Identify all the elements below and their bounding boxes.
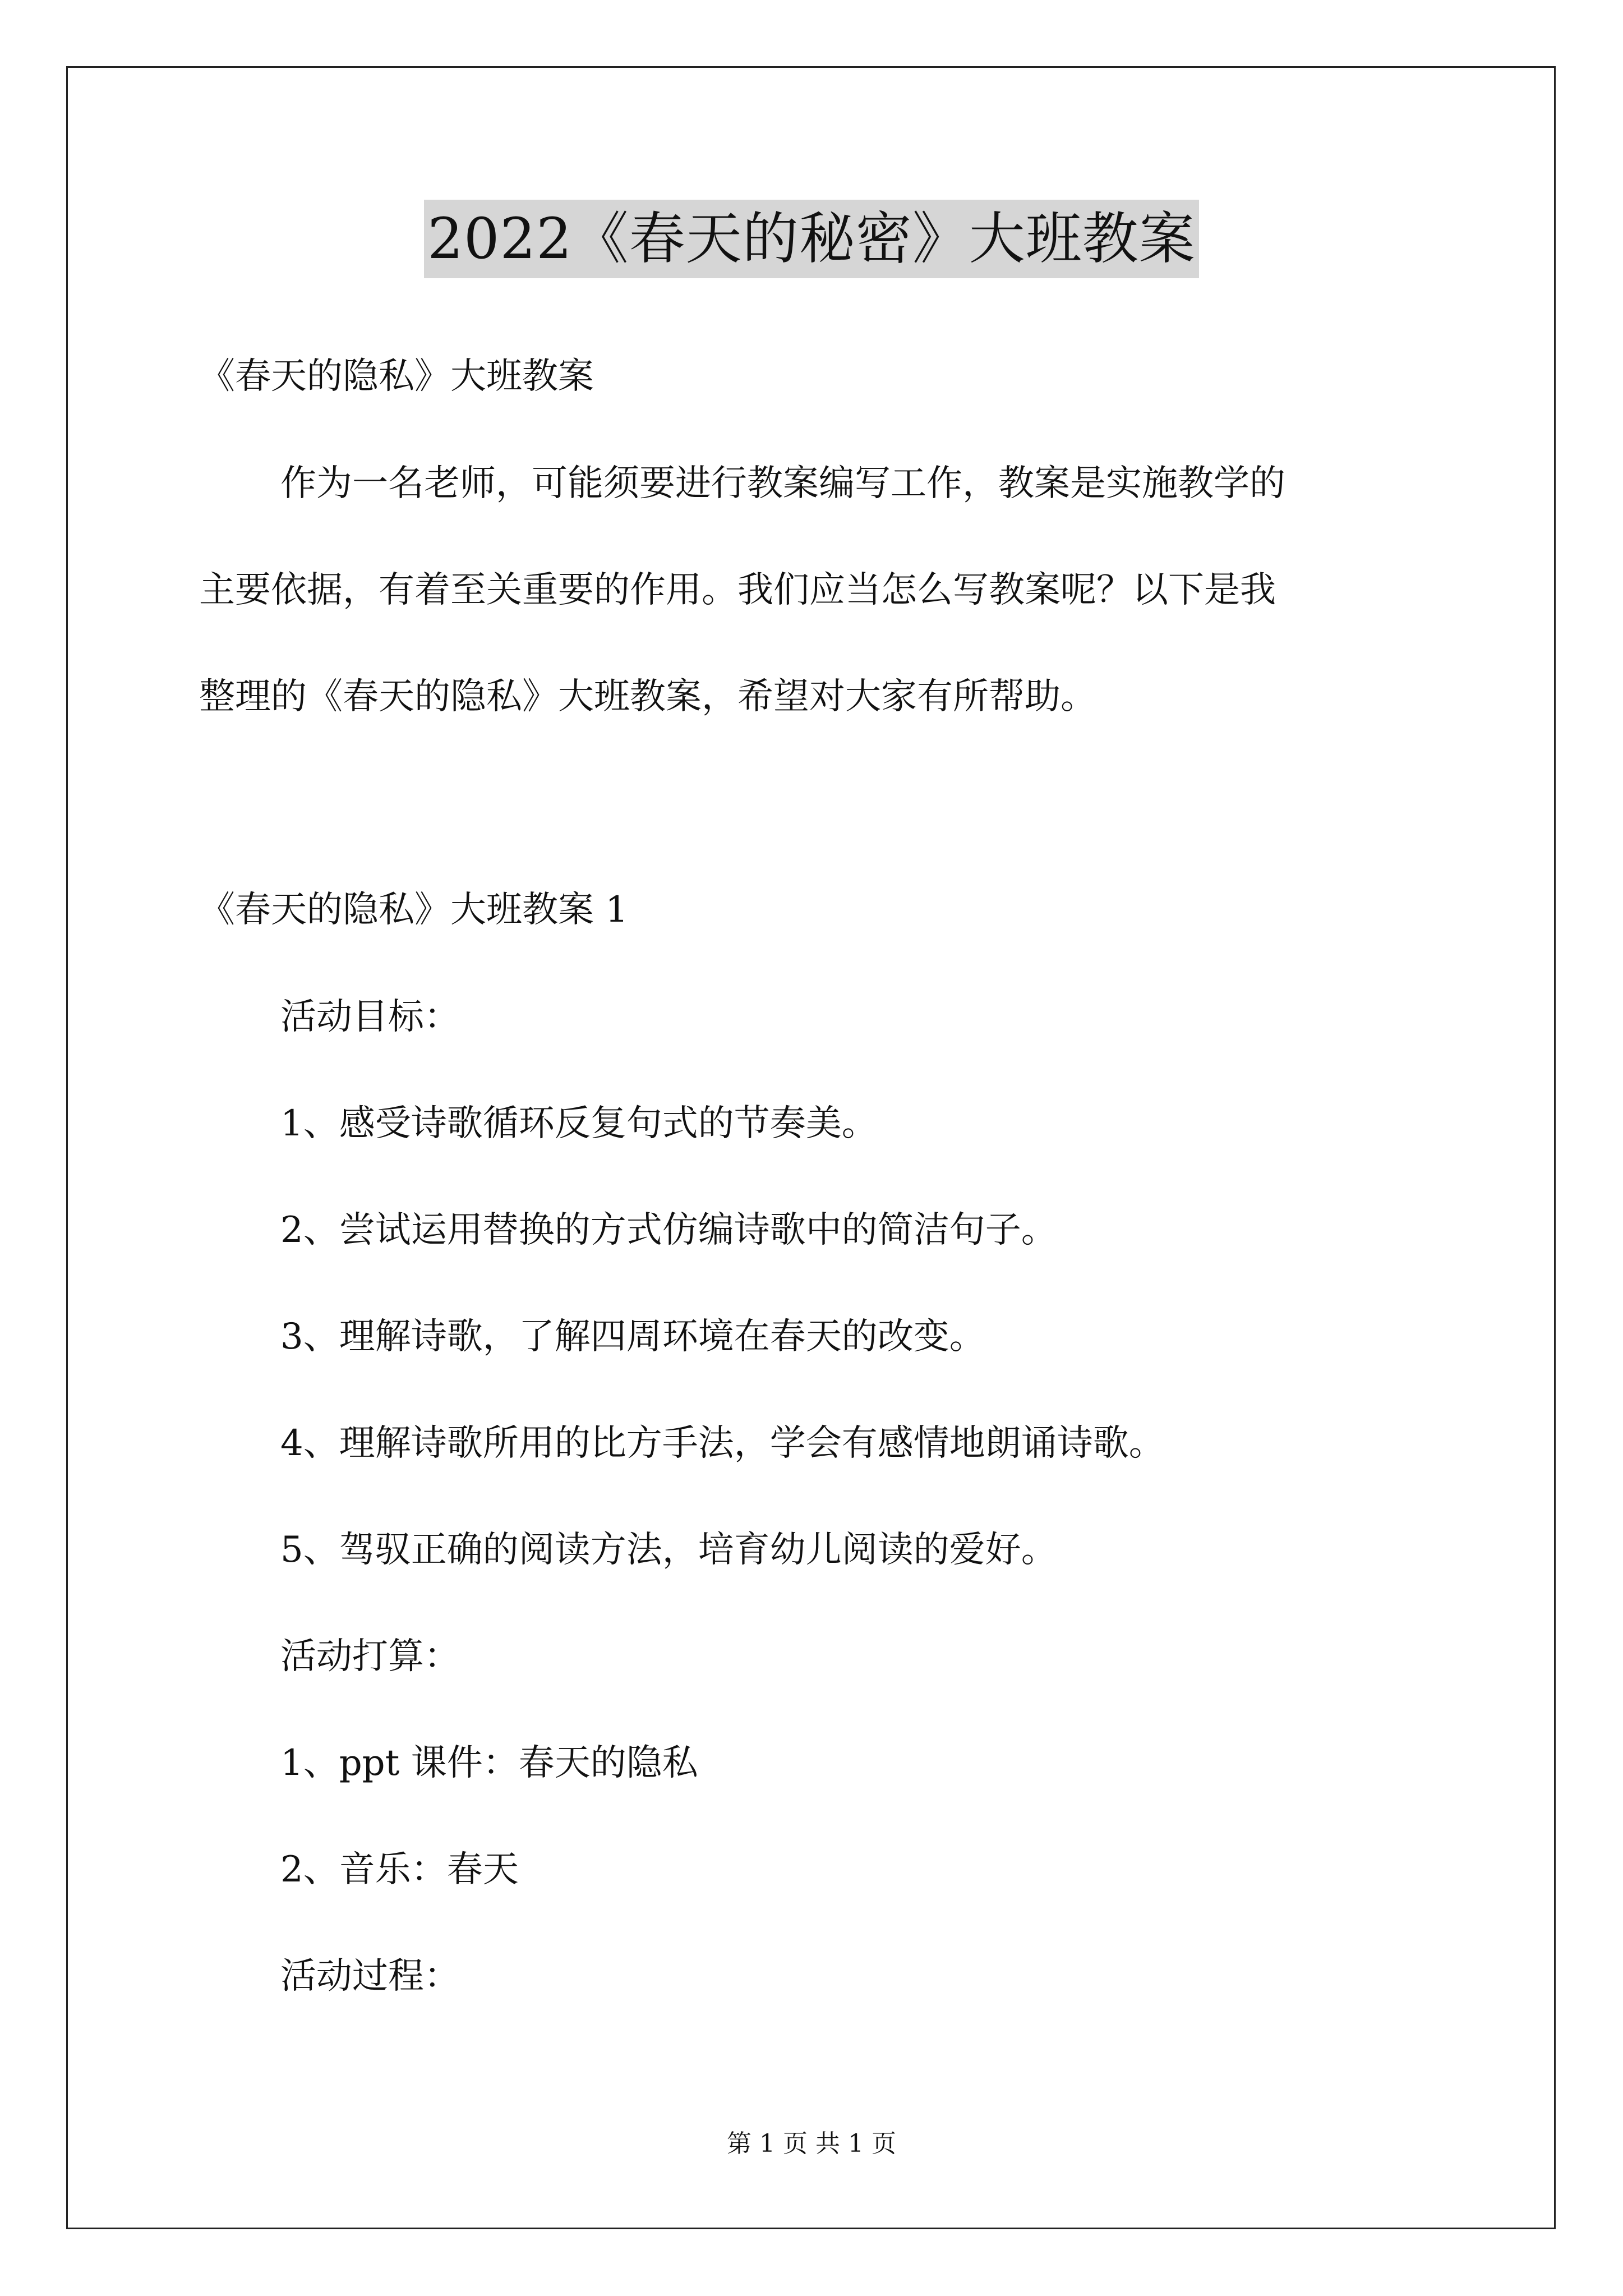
page-footer: 第 1 页 共 1 页 [727,2129,896,2158]
intro-line-1: 作为一名老师，可能须要进行教案编写工作，教案是实施教学的 [280,463,1285,504]
goals-heading: 活动目标： [280,996,460,1038]
process-heading: 活动过程： [280,1955,460,1997]
intro-line-2: 主要依据，有着至关重要的作用。我们应当怎么写教案呢？以下是我 [199,569,1276,611]
title-container [0,200,1623,278]
intro-line-3: 整理的《春天的隐私》大班教案，希望对大家有所帮助。 [199,676,1096,717]
goal-item-4: 4、理解诗歌所用的比方手法，学会有感情地朗诵诗歌。 [280,1423,1165,1464]
subtitle: 《春天的隐私》大班教案 [199,356,594,397]
prep-item-1: 1、ppt 课件：春天的隐私 [280,1742,698,1784]
goal-item-1: 1、感受诗歌循环反复句式的节奏美。 [280,1103,878,1144]
prep-item-2: 2、音乐：春天 [280,1849,519,1890]
section-title: 《春天的隐私》大班教案 1 [199,889,629,931]
prep-heading: 活动打算： [280,1636,460,1677]
goal-item-5: 5、驾驭正确的阅读方法，培育幼儿阅读的爱好。 [280,1529,1057,1571]
goal-item-2: 2、尝试运用替换的方式仿编诗歌中的简洁句子。 [280,1209,1057,1251]
document-title: 2022《春天的秘密》大班教案 [424,200,1199,278]
goal-item-3: 3、理解诗歌，了解四周环境在春天的改变。 [280,1316,985,1358]
